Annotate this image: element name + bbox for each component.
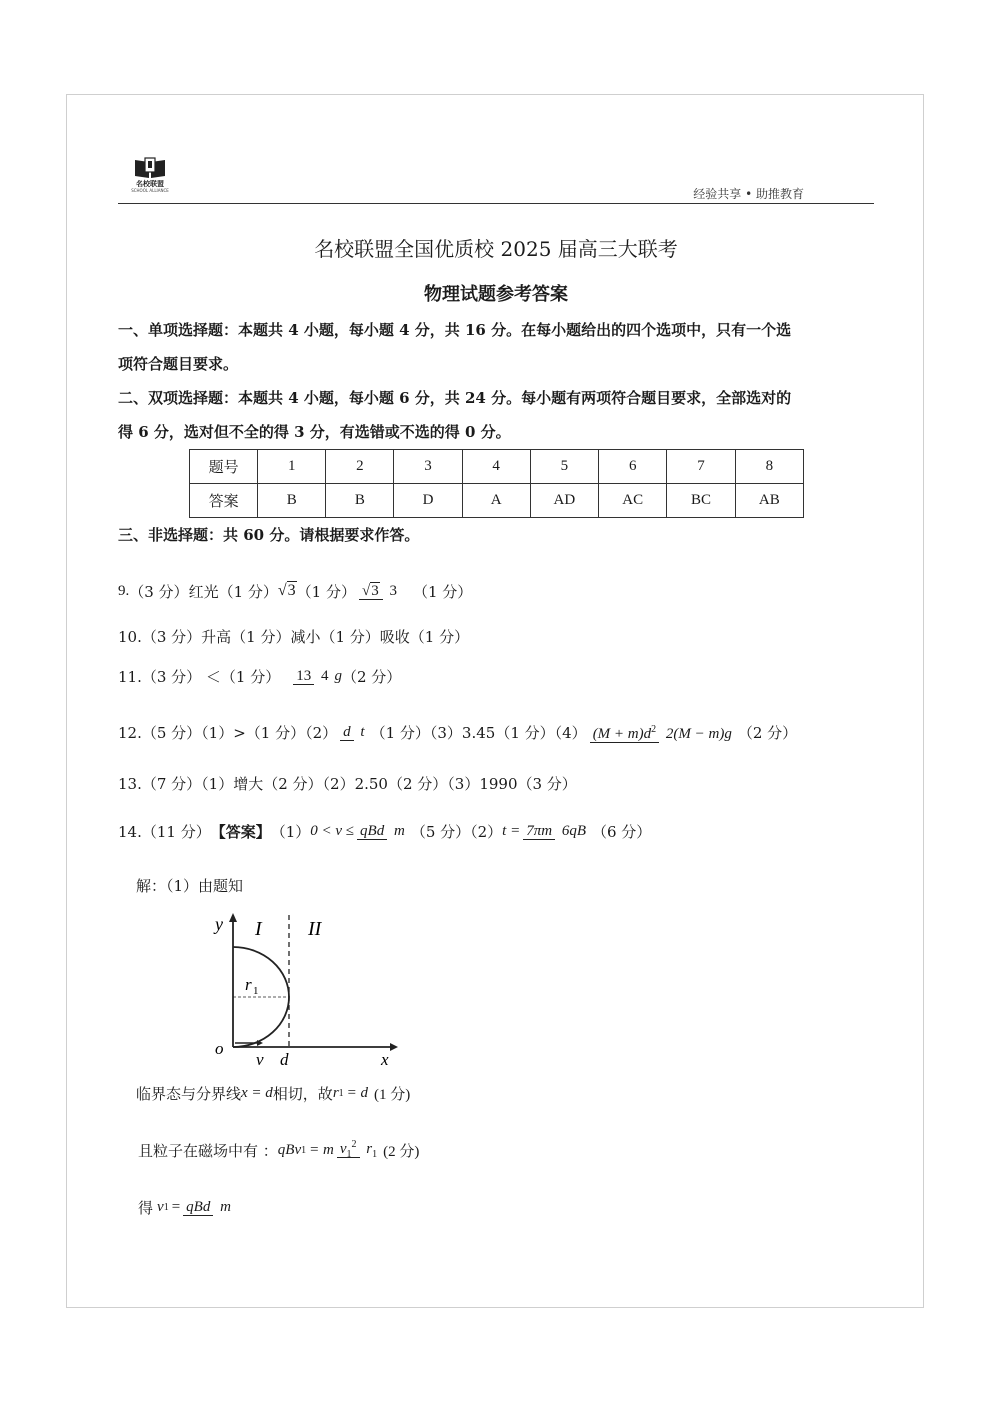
q12-prefix: 12.（5 分）（1）>（1 分）（2）	[118, 723, 338, 742]
label-radius: r	[245, 975, 252, 994]
step1-radius: r	[332, 1085, 339, 1101]
answer-q10: 10.（3 分）升高（1 分）减小（1 分）吸收（1 分）	[118, 628, 470, 646]
label-region-1: I	[255, 918, 262, 940]
solution-intro: 解：（1）由题知	[136, 877, 244, 895]
label-origin: o	[215, 1039, 224, 1058]
q14-prefix: 14.（11 分）	[118, 822, 211, 841]
section2-line1: 二、双项选择题：本题共 4 小题，每小题 6 分，共 24 分。每小题有两项符合题目要求，全部选对的	[118, 389, 792, 407]
table-header-question: 题号	[190, 450, 258, 484]
table-cell-answer: B	[326, 484, 394, 518]
q12-fraction1: d t	[340, 723, 367, 741]
step2-lhs: qBv	[277, 1141, 302, 1158]
x-axis-arrow-icon	[390, 1043, 398, 1051]
q14-part1: （1）	[270, 822, 311, 841]
step3-velocity-subscript: 1	[163, 1201, 169, 1213]
label-d: d	[280, 1050, 289, 1069]
answer-q11	[118, 655, 401, 697]
q12-points: （2 分）	[737, 723, 798, 742]
q14-part1-points: （5 分）（2）	[410, 822, 503, 841]
step1-text: 临界态与分界线	[136, 1085, 242, 1103]
q9-number: 9.	[118, 582, 130, 599]
step1-points: (1 分)	[374, 1087, 411, 1103]
table-cell-answer: AD	[530, 484, 598, 518]
answer-q14	[118, 809, 651, 853]
step3-velocity: v	[157, 1198, 164, 1215]
solution-step3	[138, 1185, 237, 1229]
step1-radius-subscript: 1	[338, 1088, 344, 1099]
book-logo-icon	[133, 156, 167, 180]
answer-q12	[118, 710, 797, 754]
table-row-answers	[190, 484, 804, 518]
answer-q13: 13.（7 分）（1）增大（2 分）（2）2.50（2 分）（3）1990（3 分）	[118, 775, 577, 793]
q9-answer1: 红光（1 分）	[188, 582, 278, 601]
exam-title: 名校联盟全国优质校 2025 届高三大联考	[314, 237, 678, 261]
step1-text2: 相切，故	[272, 1085, 333, 1103]
q9-answer2-points: （1 分）	[296, 582, 356, 601]
section1-line2: 项符合题目要求。	[118, 355, 239, 373]
table-cell-number: 3	[394, 450, 462, 484]
y-axis-arrow-icon	[229, 913, 237, 922]
answer-table	[189, 449, 804, 518]
table-cell-number: 8	[735, 450, 803, 484]
table-cell-number: 7	[667, 450, 735, 484]
step1-radius-eq: = d	[346, 1085, 369, 1101]
step2-lhs-subscript: 1	[301, 1144, 307, 1156]
table-cell-number: 4	[462, 450, 530, 484]
step2-fraction: $v_1^2$ $r_1$	[337, 1136, 380, 1164]
step3-text: 得	[138, 1198, 154, 1217]
q14-fraction2: 7πm 6qB	[523, 822, 589, 840]
step2-text: 且粒子在磁场中有 ：	[138, 1141, 278, 1160]
label-velocity: v	[256, 1050, 264, 1069]
table-cell-answer: BC	[667, 484, 735, 518]
step3-fraction: qBd m	[183, 1198, 234, 1216]
logo-subtext: SCHOOL ALLIANCE	[131, 188, 169, 193]
table-cell-number: 5	[530, 450, 598, 484]
step2-eq: = m	[309, 1141, 334, 1158]
table-cell-number: 1	[258, 450, 326, 484]
table-cell-number: 6	[599, 450, 667, 484]
table-cell-number: 2	[326, 450, 394, 484]
table-header-answer: 答案	[190, 484, 258, 518]
q14-inequality: 0 < v ≤	[310, 822, 355, 839]
label-x: x	[381, 1050, 389, 1069]
page-frame	[66, 94, 924, 1308]
q9-points: （3 分）	[129, 582, 189, 601]
header-divider	[118, 203, 874, 204]
step1-boundary-eq: x = d	[241, 1085, 273, 1101]
q14-answer-tag: 【答案】	[210, 822, 271, 841]
table-row-numbers	[190, 450, 804, 484]
table-cell-answer: A	[462, 484, 530, 518]
header-slogan: 经验共享 • 助推教育	[693, 187, 804, 201]
logo-text: 名校联盟	[136, 180, 164, 188]
solution-step1	[136, 1083, 410, 1104]
answer-key-subtitle: 物理试题参考答案	[424, 284, 568, 305]
q14-time-eq: t =	[502, 822, 521, 839]
q9-sqrt: √3	[277, 582, 296, 599]
q11-prefix: 11.（3 分） ＜（1 分）	[118, 667, 281, 686]
label-radius-subscript: 1	[253, 985, 259, 997]
table-cell-answer: D	[394, 484, 462, 518]
label-region-2: II	[308, 918, 322, 940]
section2-line2: 得 6 分，选对但不全的得 3 分，有选错或不选的得 0 分。	[118, 423, 511, 441]
table-cell-answer: AC	[599, 484, 667, 518]
answer-q9	[118, 563, 472, 619]
section1-line1: 一、单项选择题：本题共 4 小题，每小题 4 分，共 16 分。在每小题给出的四个选项中，只有一个选	[118, 321, 792, 339]
section3-heading: 三、非选择题：共 60 分。请根据要求作答。	[118, 526, 420, 544]
q14-fraction1: qBd m	[357, 822, 408, 840]
q12-middle: （1 分）（3）3.45（1 分）（4）	[370, 723, 587, 742]
trajectory-diagram	[205, 905, 405, 1070]
q9-fraction: √3 3	[359, 582, 400, 600]
q9-answer3-points: （1 分）	[412, 582, 473, 601]
step2-points: (2 分)	[383, 1143, 420, 1160]
q12-fraction2: $(M + m)d^2$ 2(M − m)g	[590, 721, 735, 743]
table-cell-answer: B	[258, 484, 326, 518]
solution-step2	[138, 1128, 419, 1172]
q11-points: （2 分）	[342, 667, 402, 686]
label-y: y	[215, 914, 223, 934]
q14-part2-points: （6 分）	[592, 822, 652, 841]
step3-eq: =	[171, 1198, 181, 1215]
school-alliance-logo	[128, 156, 172, 202]
q11-fraction: 13 4	[293, 667, 331, 685]
q11-variable: g	[334, 667, 342, 684]
table-cell-answer: AB	[735, 484, 803, 518]
